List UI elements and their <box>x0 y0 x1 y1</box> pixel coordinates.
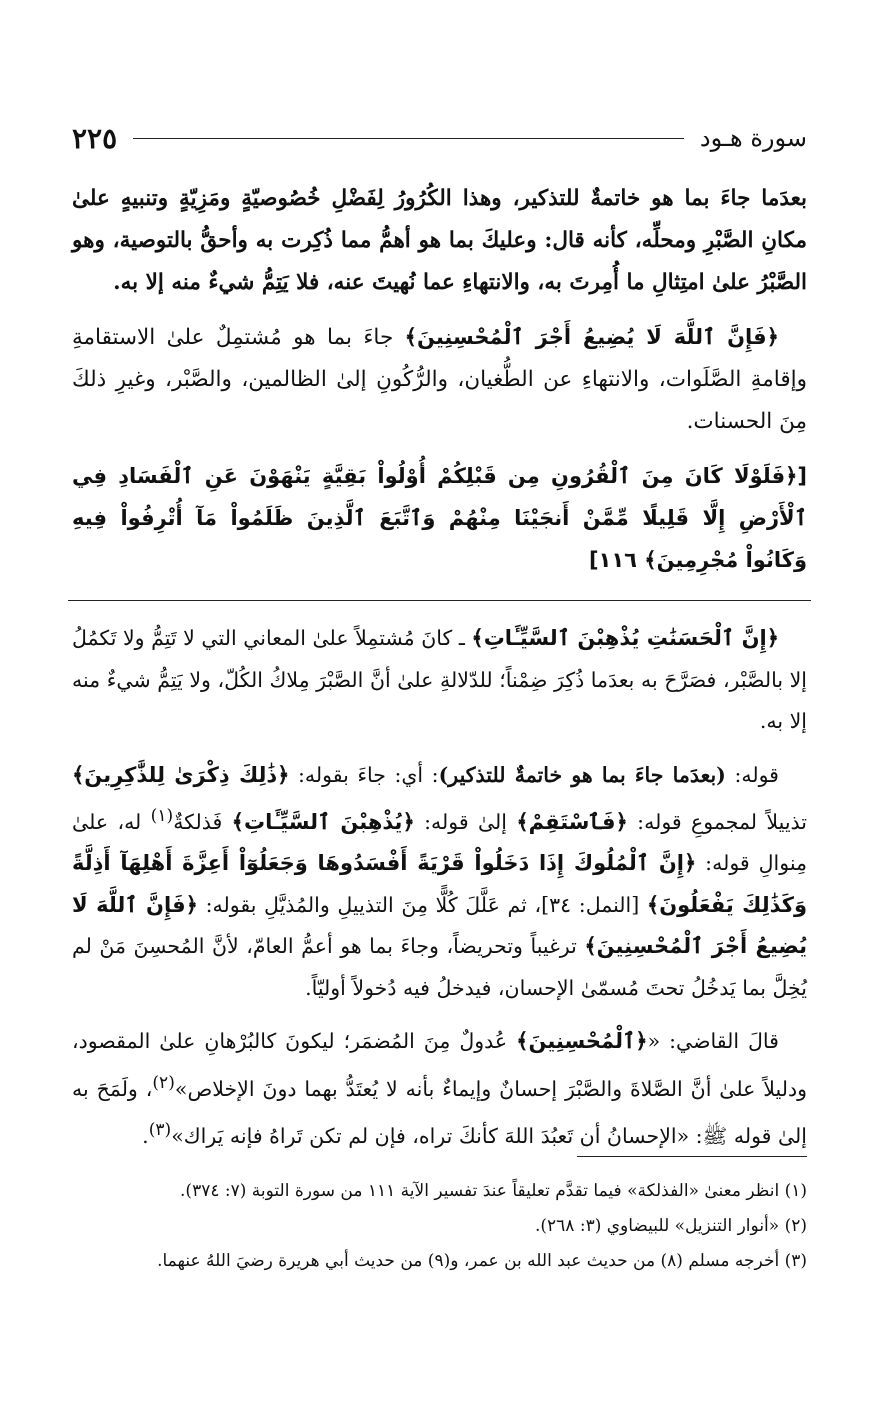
footnote-ref-3[interactable]: (٣) <box>148 1120 172 1141</box>
main-paragraph-1 <box>72 178 807 304</box>
quran-quote: ﴿فَإِنَّ ٱللَّهَ لَا يُضِيعُ أَجْرَ ٱلْمُحْسِنِينَ﴾ <box>404 325 779 349</box>
commentary-paragraph-3 <box>72 1021 807 1157</box>
commentary-paragraph-1 <box>72 618 807 743</box>
quran-quote: ﴿ذَٰلِكَ ذِكْرَىٰ لِلذَّٰكِرِينَ﴾ <box>72 762 290 787</box>
commentary-text: ترغيباً وتحريضاً، وجاءَ بما هو أعمُّ العامّ، لأنَّ المُحسِنَ مَنْ لم يُخِلَّ بما يَدخُلُ تحتَ مُسمّىٰ الإحسان، فيدخلُ فيه دُخولاً أوليّاً. <box>72 934 807 1000</box>
commentary-text: عُدولٌ مِنَ المُضمَر؛ ليكونَ كالبُرْهانِ علىٰ المقصود، ودليلاً علىٰ أنَّ الصَّلاةَ والصَّبْرَ إحسانٌ وإيماءٌ بأنه لا يُعتَدُّ بهما دونَ الإخلاص» <box>72 1029 808 1101</box>
quran-quote: ﴿إِنَّ ٱلْحَسَنَٰتِ يُذْهِبْنَ ٱلسَّيِّـَٔاتِ﴾ <box>471 626 779 650</box>
commentary <box>72 618 807 1157</box>
surah-title: سورة هـود <box>699 124 807 152</box>
main-paragraph-2-text: جاءَ بما هو مُشتمِلٌ علىٰ الاستقامةِ وإقامةِ الصَّلَوات، والانتهاءِ عن الطُّغيان، والرُّكُونِ إلىٰ الظالمين، والصَّبْر، وغيرِ ذلكَ مِنَ الحسنات. <box>72 325 807 434</box>
commentary-text: . <box>142 1123 149 1148</box>
commentary-text: تذييلاً لمجموعِ قوله: <box>627 809 807 834</box>
footnote-ref-2[interactable]: (٢) <box>152 1072 175 1093</box>
quran-verse-116: [﴿فَلَوْلَا كَانَ مِنَ ٱلْقُرُونِ مِن قَبْلِكُمْ أُوْلُواْ بَقِيَّةٍ يَنْهَوْنَ عَنِ ٱلْفَسَادِ فِي ٱلْأَرْضِ إِلَّا قَلِيلًا مِّمَّنْ أَنجَيْنَا مِنْهُمْ وَٱتَّبَعَ ٱلَّذِينَ ظَلَمُواْ مَآ أُتْرِفُواْ فِيهِ وَكَانُواْ مُجْرِمِينَ﴾ ١١٦] <box>72 464 807 572</box>
commentary-text: إلىٰ قوله: <box>414 809 517 834</box>
quran-quote: ﴿فَٱسْتَقِمْ﴾ <box>516 809 628 834</box>
commentary-text: ، ولَمَحَ به إلىٰ قوله ﷺ: «الإحسانُ أن تَعبُدَ اللهَ كأنكَ تراه، فإن لم تكن تَراهُ فإنه يَراك» <box>72 1076 807 1148</box>
footnote-ref-1[interactable]: (١) <box>150 806 174 826</box>
quran-quote: ﴿فَإِنَّ ٱللَّهَ لَا يُضِيعُ أَجْرَ ٱلْمُحْسِنِينَ﴾ <box>72 892 807 959</box>
commentary-text: له، علىٰ مِنوالِ قوله: <box>72 809 807 876</box>
footnote-3: (٣) أخرجه مسلم (٨) من حديث عبد الله بن عمر، و(٩) من حديث أبي هريرة رضيَ اللهُ عنهما. <box>157 1251 807 1271</box>
section-divider <box>68 600 811 601</box>
commentary-text: قالَ القاضي: « <box>647 1029 779 1054</box>
main-paragraph-2 <box>72 316 807 443</box>
quran-quote: ﴿إِنَّ ٱلْمُلُوكَ إِذَا دَخَلُواْ قَرْيَةً أَفْسَدُوهَا وَجَعَلُوٓاْ أَعِزَّةَ أَهْلِهَآ أَذِلَّةً وَكَذَٰلِكَ يَفْعَلُونَ﴾ <box>72 851 808 917</box>
commentary-text: ـ كانَ مُشتمِلاً علىٰ المعاني التي لا تَتِمُّ ولا تَكمُلُ إلا بالصَّبْر، فصَرَّحَ به بعدَما ذُكِرَ ضِمْناً؛ للدّلالةِ علىٰ أنَّ الصَّبْرَ مِلاكُ الكُلّ، ولا يَتِمُّ شيءٌ منه إلا به. <box>72 626 807 733</box>
commentary-text: قوله: <box>725 762 779 787</box>
quran-quote: ﴿يُذْهِبْنَ ٱلسَّيِّـَٔاتِ﴾ <box>231 809 415 834</box>
running-header <box>72 118 807 158</box>
footnote-1: (١) انظر معنىٰ «الفذلكة» فيما تقدَّم تعليقاً عندَ تفسير الآية ١١١ من سورة التوبة (٧: ٣٧٤). <box>180 1181 807 1201</box>
quran-quote: ﴿ٱلْمُحْسِنِينَ﴾ <box>516 1029 648 1054</box>
commentary-paragraph-2 <box>72 755 807 1010</box>
lemma-quote: (بعدَما جاءَ بما هو خاتمةٌ للتذكير) <box>438 762 726 787</box>
footnote-2: (٢) «أنوار التنزيل» للبيضاوي (٣: ٢٦٨). <box>534 1216 807 1236</box>
commentary-text: فَذلكةٌ <box>173 809 232 834</box>
footnotes <box>72 1174 807 1279</box>
commentary-text: [النمل: ٣٤]، ثم عَلَّلَ كُلًّا مِنَ التذييلِ والمُذيَّلِ بقوله: <box>197 892 647 917</box>
commentary-text: : أي: جاءَ بقوله: <box>289 762 439 787</box>
main-paragraph-1-text: بعدَما جاءَ بما هو خاتمةٌ للتذكير، وهذا الكُرُورُ لِفَضْلِ خُصُوصيّةٍ ومَزِيّةٍ وتنبيهٍ علىٰ مكانِ الصَّبْرِ ومحلِّه، كأنه قال: وعليكَ بما هو أهمُّ مما ذُكِرت به وأحقُّ بالتوصية، وهو الصَّبْرُ علىٰ امتِثالِ ما أُمِرتَ به، والانتهاءِ عما نُهيتَ عنه، فلا يَتِمُّ شيءٌ منه إلا به. <box>72 186 807 295</box>
page-number: ٢٢٥ <box>72 121 118 155</box>
main-text <box>72 178 807 581</box>
footnote-rule <box>577 1156 807 1157</box>
header-rule <box>133 138 684 139</box>
